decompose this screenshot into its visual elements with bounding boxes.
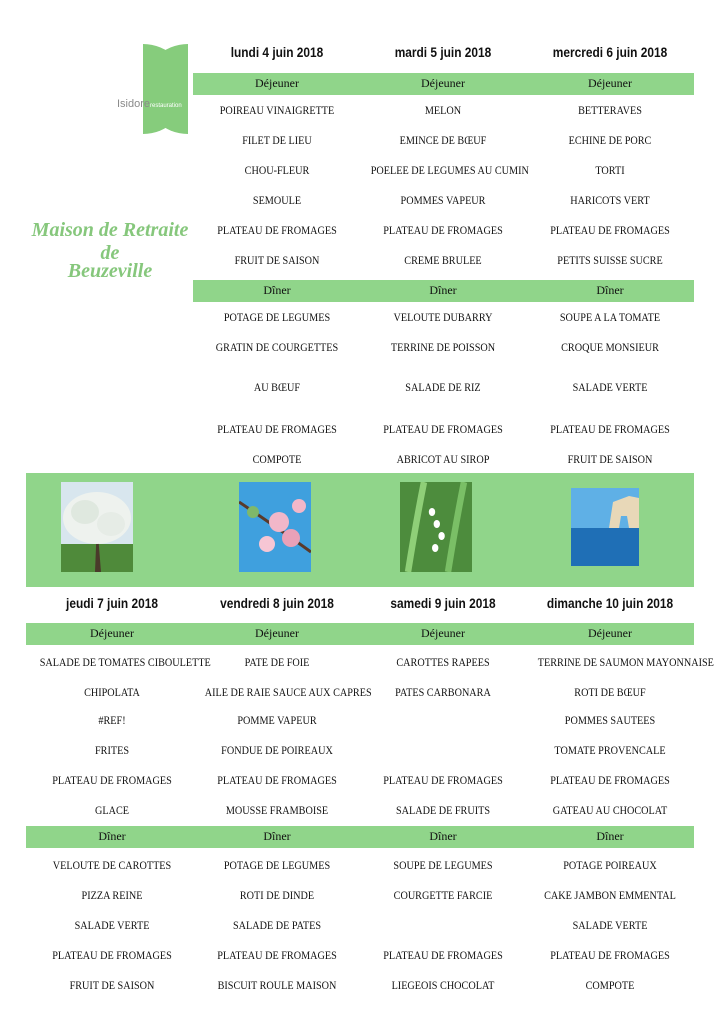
- lunch-item: FRITES: [94, 743, 129, 757]
- lunch-item: POMMES VAPEUR: [400, 193, 486, 207]
- dinner-item: PLATEAU DE FROMAGES: [217, 948, 337, 962]
- day-heading: mardi 5 juin 2018: [394, 44, 492, 60]
- lunch-item: FILET DE LIEU: [242, 133, 312, 147]
- lunch-item: PLATEAU DE FROMAGES: [52, 773, 172, 787]
- dinner-label: Dîner: [429, 283, 457, 297]
- lunch-item: TOMATE PROVENCALE: [554, 743, 666, 757]
- lunch-item: PATE DE FOIE: [244, 655, 310, 669]
- dinner-item: PLATEAU DE FROMAGES: [550, 948, 670, 962]
- day-heading: vendredi 8 juin 2018: [220, 595, 334, 611]
- dinner-label: Dîner: [263, 829, 291, 843]
- day-heading: mercredi 6 juin 2018: [552, 44, 668, 60]
- cherry-blossom-photo: [239, 482, 311, 572]
- lunch-item: CHIPOLATA: [84, 685, 140, 699]
- dinner-item: POTAGE DE LEGUMES: [223, 310, 331, 324]
- dinner-item: SALADE VERTE: [572, 918, 648, 932]
- lunch-item: PETITS SUISSE SUCRE: [557, 253, 663, 267]
- lunch-item: HARICOTS VERT: [570, 193, 650, 207]
- lunch-item: FONDUE DE POIREAUX: [221, 743, 333, 757]
- day-heading: dimanche 10 juin 2018: [546, 595, 674, 611]
- lunch-item: ECHINE DE PORC: [568, 133, 652, 147]
- dinner-item: AU BŒUF: [253, 380, 301, 394]
- lunch-label: Déjeuner: [90, 626, 134, 640]
- lunch-item: TERRINE DE SAUMON MAYONNAISE: [537, 655, 714, 669]
- lunch-item: SALADE DE FRUITS: [395, 803, 491, 817]
- lunch-item: AILE DE RAIE SAUCE AUX CAPRES: [204, 685, 372, 699]
- lunch-label: Déjeuner: [588, 626, 632, 640]
- lunch-item: PLATEAU DE FROMAGES: [383, 773, 503, 787]
- logo-subtitle: restauration: [150, 103, 182, 109]
- dinner-item: TERRINE DE POISSON: [390, 340, 496, 354]
- dinner-item: PIZZA REINE: [81, 888, 143, 902]
- dinner-item: FRUIT DE SAISON: [567, 452, 653, 466]
- lunch-item: TORTI: [595, 163, 625, 177]
- lunch-item: ROTI DE BŒUF: [574, 685, 646, 699]
- lunch-item: PLATEAU DE FROMAGES: [550, 773, 670, 787]
- dinner-item: COMPOTE: [585, 978, 635, 992]
- dinner-item: PLATEAU DE FROMAGES: [52, 948, 172, 962]
- lunch-item: EMINCE DE BŒUF: [399, 133, 487, 147]
- dinner-item: POTAGE POIREAUX: [563, 858, 657, 872]
- lunch-item: POIREAU VINAIGRETTE: [219, 103, 335, 117]
- title-line1: Maison de Retraite de: [31, 219, 189, 264]
- blossom-tree-photo: [61, 482, 133, 572]
- lunch-item: GATEAU AU CHOCOLAT: [552, 803, 668, 817]
- lunch-item: POMME VAPEUR: [237, 713, 317, 727]
- day-heading: samedi 9 juin 2018: [390, 595, 496, 611]
- dinner-label: Dîner: [596, 283, 624, 297]
- dinner-label: Dîner: [596, 829, 624, 843]
- lunch-label: Déjeuner: [588, 76, 632, 90]
- dinner-item: PLATEAU DE FROMAGES: [217, 422, 337, 436]
- dinner-label: Dîner: [98, 829, 126, 843]
- dinner-item: SALADE DE PATES: [232, 918, 322, 932]
- lunch-label: Déjeuner: [255, 76, 299, 90]
- lunch-label: Déjeuner: [255, 626, 299, 640]
- lunch-item: MOUSSE FRAMBOISE: [225, 803, 329, 817]
- lunch-label: Déjeuner: [421, 76, 465, 90]
- lunch-item: POELEE DE LEGUMES AU CUMIN: [370, 163, 529, 177]
- lunch-item: #REF!: [98, 713, 126, 727]
- lunch-item: POMMES SAUTEES: [564, 713, 656, 727]
- lunch-item: GLACE: [95, 803, 129, 817]
- title-line2: Beuzeville: [67, 260, 153, 282]
- dinner-item: BISCUIT ROULE MAISON: [217, 978, 337, 992]
- lunch-label: Déjeuner: [421, 626, 465, 640]
- lunch-item: FRUIT DE SAISON: [234, 253, 320, 267]
- lunch-item: PLATEAU DE FROMAGES: [383, 223, 503, 237]
- lunch-item: PLATEAU DE FROMAGES: [217, 773, 337, 787]
- dinner-item: ROTI DE DINDE: [239, 888, 315, 902]
- dinner-label: Dîner: [263, 283, 291, 297]
- lily-of-the-valley-photo: [400, 482, 472, 572]
- cliff-sea-photo: [571, 488, 639, 566]
- dinner-item: GRATIN DE COURGETTES: [215, 340, 339, 354]
- dinner-item: PLATEAU DE FROMAGES: [383, 422, 503, 436]
- dinner-item: FRUIT DE SAISON: [69, 978, 155, 992]
- day-heading: jeudi 7 juin 2018: [66, 595, 158, 611]
- dinner-item: COMPOTE: [252, 452, 302, 466]
- dinner-item: LIEGEOIS CHOCOLAT: [391, 978, 495, 992]
- lunch-item: PLATEAU DE FROMAGES: [550, 223, 670, 237]
- dinner-item: CROQUE MONSIEUR: [561, 340, 659, 354]
- dinner-item: CAKE JAMBON EMMENTAL: [544, 888, 676, 902]
- dinner-label: Dîner: [429, 829, 457, 843]
- lunch-item: MELON: [424, 103, 462, 117]
- dinner-item: PLATEAU DE FROMAGES: [550, 422, 670, 436]
- dinner-item: SALADE DE RIZ: [405, 380, 481, 394]
- day-heading: lundi 4 juin 2018: [230, 44, 324, 60]
- lunch-item: BETTERAVES: [578, 103, 642, 117]
- lunch-item: CHOU-FLEUR: [244, 163, 310, 177]
- dinner-item: SOUPE DE LEGUMES: [393, 858, 493, 872]
- dinner-item: SALADE VERTE: [74, 918, 150, 932]
- dinner-item: SOUPE A LA TOMATE: [559, 310, 661, 324]
- dinner-item: ABRICOT AU SIROP: [396, 452, 490, 466]
- dinner-item: SALADE VERTE: [572, 380, 648, 394]
- dinner-item: PLATEAU DE FROMAGES: [383, 948, 503, 962]
- logo-brand: Isidore: [117, 98, 151, 110]
- lunch-item: SEMOULE: [252, 193, 302, 207]
- lunch-item: SALADE DE TOMATES CIBOULETTE: [39, 655, 211, 669]
- dinner-item: COURGETTE FARCIE: [393, 888, 493, 902]
- lunch-item: PLATEAU DE FROMAGES: [217, 223, 337, 237]
- lunch-item: CREME BRULEE: [404, 253, 482, 267]
- lunch-item: CAROTTES RAPEES: [396, 655, 490, 669]
- lunch-item: PATES CARBONARA: [395, 685, 491, 699]
- dinner-item: VELOUTE DE CAROTTES: [52, 858, 172, 872]
- dinner-item: VELOUTE DUBARRY: [393, 310, 493, 324]
- dinner-item: POTAGE DE LEGUMES: [223, 858, 331, 872]
